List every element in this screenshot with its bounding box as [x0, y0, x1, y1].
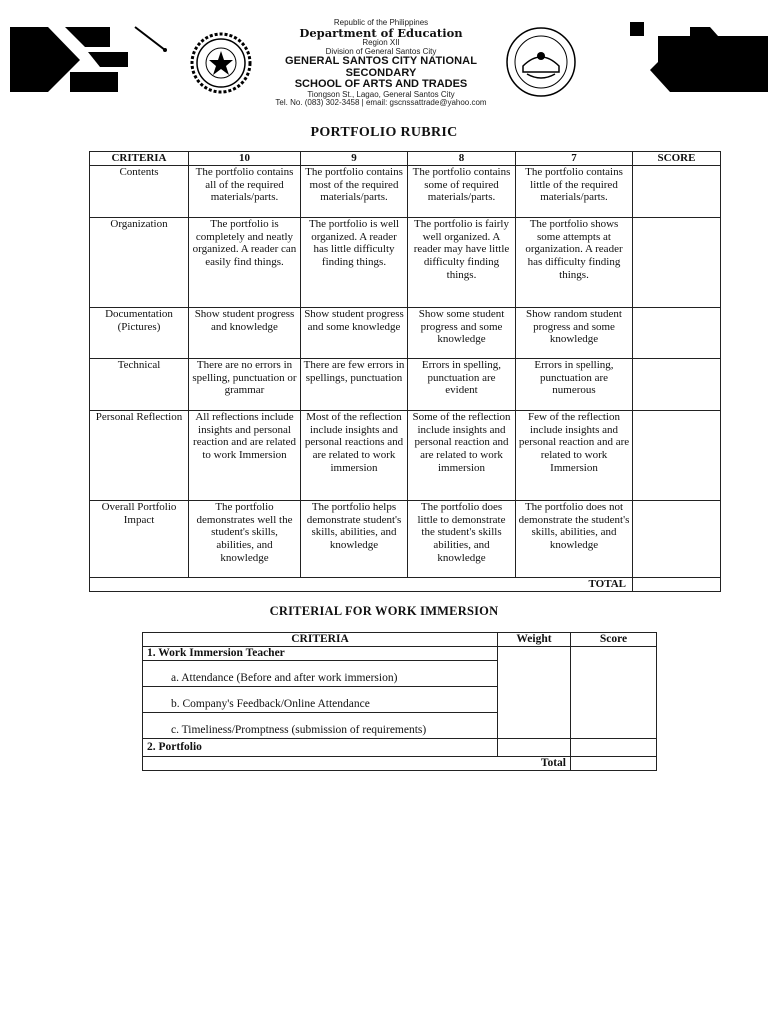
section-portfolio: 2. Portfolio [143, 739, 498, 757]
school-name-line1: GENERAL SANTOS CITY NATIONAL SECONDARY [284, 55, 478, 79]
table-row [90, 358, 721, 410]
total-label: Total [143, 757, 571, 771]
item-timeliness: c. Timeliness/Promptness (submission of requirements) [143, 713, 498, 739]
criteria-cell: Technical [90, 358, 189, 410]
column-header-score: Score [571, 633, 657, 647]
score-cell[interactable] [633, 307, 721, 358]
division-line: Division of General Santos City [325, 46, 437, 56]
cell-10: The portfolio is completely and neatly organized. A reader can easily find things. [189, 217, 301, 307]
work-immersion-table [142, 632, 657, 771]
table-row [90, 165, 721, 217]
column-header-criteria: CRITERIA [90, 152, 189, 166]
column-header-9: 9 [301, 152, 408, 166]
section-work-immersion-teacher: 1. Work Immersion Teacher [143, 647, 498, 661]
cell-10: The portfolio contains all of the required materials/parts. [189, 165, 301, 217]
table-header-row [143, 633, 657, 647]
criteria-cell: Documentation (Pictures) [90, 307, 189, 358]
letterhead-text [250, 19, 512, 108]
table-row [143, 739, 657, 757]
item-company-feedback: b. Company's Feedback/Online Attendance [143, 687, 498, 713]
table-header-row [90, 152, 721, 166]
rubric-title: PORTFOLIO RUBRIC [310, 125, 458, 140]
cell-8: The portfolio contains some of required materials/parts. [408, 165, 516, 217]
score-cell[interactable] [571, 647, 657, 739]
cell-9: The portfolio contains most of the required materials/parts. [301, 165, 408, 217]
republic-line: Republic of the Philippines [333, 18, 429, 27]
cell-8: Errors in spelling, punctuation are evident [408, 358, 516, 410]
school-seal-icon [505, 26, 577, 98]
cell-7: The portfolio contains little of the required materials/parts. [516, 165, 633, 217]
cell-8: Show some student progress and some knowledge [408, 307, 516, 358]
total-row [90, 577, 721, 591]
contact-line: Tel. No. (083) 302-3458 | email: gscnssattrade@yahoo.com [275, 98, 487, 108]
total-score-cell[interactable] [633, 577, 721, 591]
table-row [90, 307, 721, 358]
column-header-7: 7 [516, 152, 633, 166]
score-cell[interactable] [633, 165, 721, 217]
weight-cell[interactable] [498, 647, 571, 739]
item-attendance: a. Attendance (Before and after work immersion) [143, 661, 498, 687]
cell-8: Some of the reflection include insights and personal reaction and are related to work immersion [408, 410, 516, 500]
cell-9: Most of the reflection include insights and personal reactions and are related to work immersion [301, 410, 408, 500]
cell-9: The portfolio is well organized. A reader has little difficulty finding things. [301, 217, 408, 307]
column-header-score: SCORE [633, 152, 721, 166]
cell-9: Show student progress and some knowledge [301, 307, 408, 358]
deped-division-seal-icon [190, 32, 252, 94]
portfolio-rubric-table [89, 151, 721, 592]
score-cell[interactable] [633, 358, 721, 410]
school-name-line2: SCHOOL OF ARTS AND TRADES [294, 78, 468, 91]
department-line: Department of Education [299, 26, 463, 41]
cell-9: The portfolio helps demonstrate student's skills, abilities, and knowledge [301, 500, 408, 577]
table-row [90, 410, 721, 500]
criteria-cell: Overall Portfolio Impact [90, 500, 189, 577]
column-header-weight: Weight [498, 633, 571, 647]
table-row [90, 217, 721, 307]
cell-10: Show student progress and knowledge [189, 307, 301, 358]
criteria-cell: Organization [90, 217, 189, 307]
letterhead [0, 0, 768, 110]
cell-7: Few of the reflection include insights and personal reaction and are related to work Immersion [516, 410, 633, 500]
score-cell[interactable] [571, 739, 657, 757]
total-row [143, 757, 657, 771]
column-header-8: 8 [408, 152, 516, 166]
cell-10: There are no errors in spelling, punctuation or grammar [189, 358, 301, 410]
table-row [90, 500, 721, 577]
table-row [143, 647, 657, 661]
cell-10: The portfolio demonstrates well the student's skills, abilities, and knowledge [189, 500, 301, 577]
address-line: Tiongson St., Lagao, General Santos City [307, 89, 455, 99]
cell-9: There are few errors in spellings, punctuation [301, 358, 408, 410]
score-cell[interactable] [633, 217, 721, 307]
region-line: Region XII [362, 38, 400, 48]
cell-8: The portfolio is fairly well organized. A reader may have little difficulty finding things. [408, 217, 516, 307]
cell-7: The portfolio does not demonstrate the student's skills, abilities, and knowledge [516, 500, 633, 577]
cell-7: Show random student progress and some knowledge [516, 307, 633, 358]
total-label: TOTAL [90, 577, 633, 591]
cell-7: Errors in spelling, punctuation are numerous [516, 358, 633, 410]
total-score-cell[interactable] [571, 757, 657, 771]
column-header-10: 10 [189, 152, 301, 166]
cell-7: The portfolio shows some attempts at organization. A reader has difficulty finding things. [516, 217, 633, 307]
score-cell[interactable] [633, 500, 721, 577]
criteria-cell: Personal Reflection [90, 410, 189, 500]
right-decorative-banner [630, 22, 768, 92]
criteria-cell: Contents [90, 165, 189, 217]
score-cell[interactable] [633, 410, 721, 500]
left-decorative-banner [10, 22, 170, 92]
column-header-criteria: CRITERIA [143, 633, 498, 647]
cell-8: The portfolio does little to demonstrate the student's skills abilities, and knowledge [408, 500, 516, 577]
cell-10: All reflections include insights and personal reaction and are related to work Immersion [189, 410, 301, 500]
immersion-title: CRITERIAL FOR WORK IMMERSION [269, 604, 499, 618]
weight-cell[interactable] [498, 739, 571, 757]
